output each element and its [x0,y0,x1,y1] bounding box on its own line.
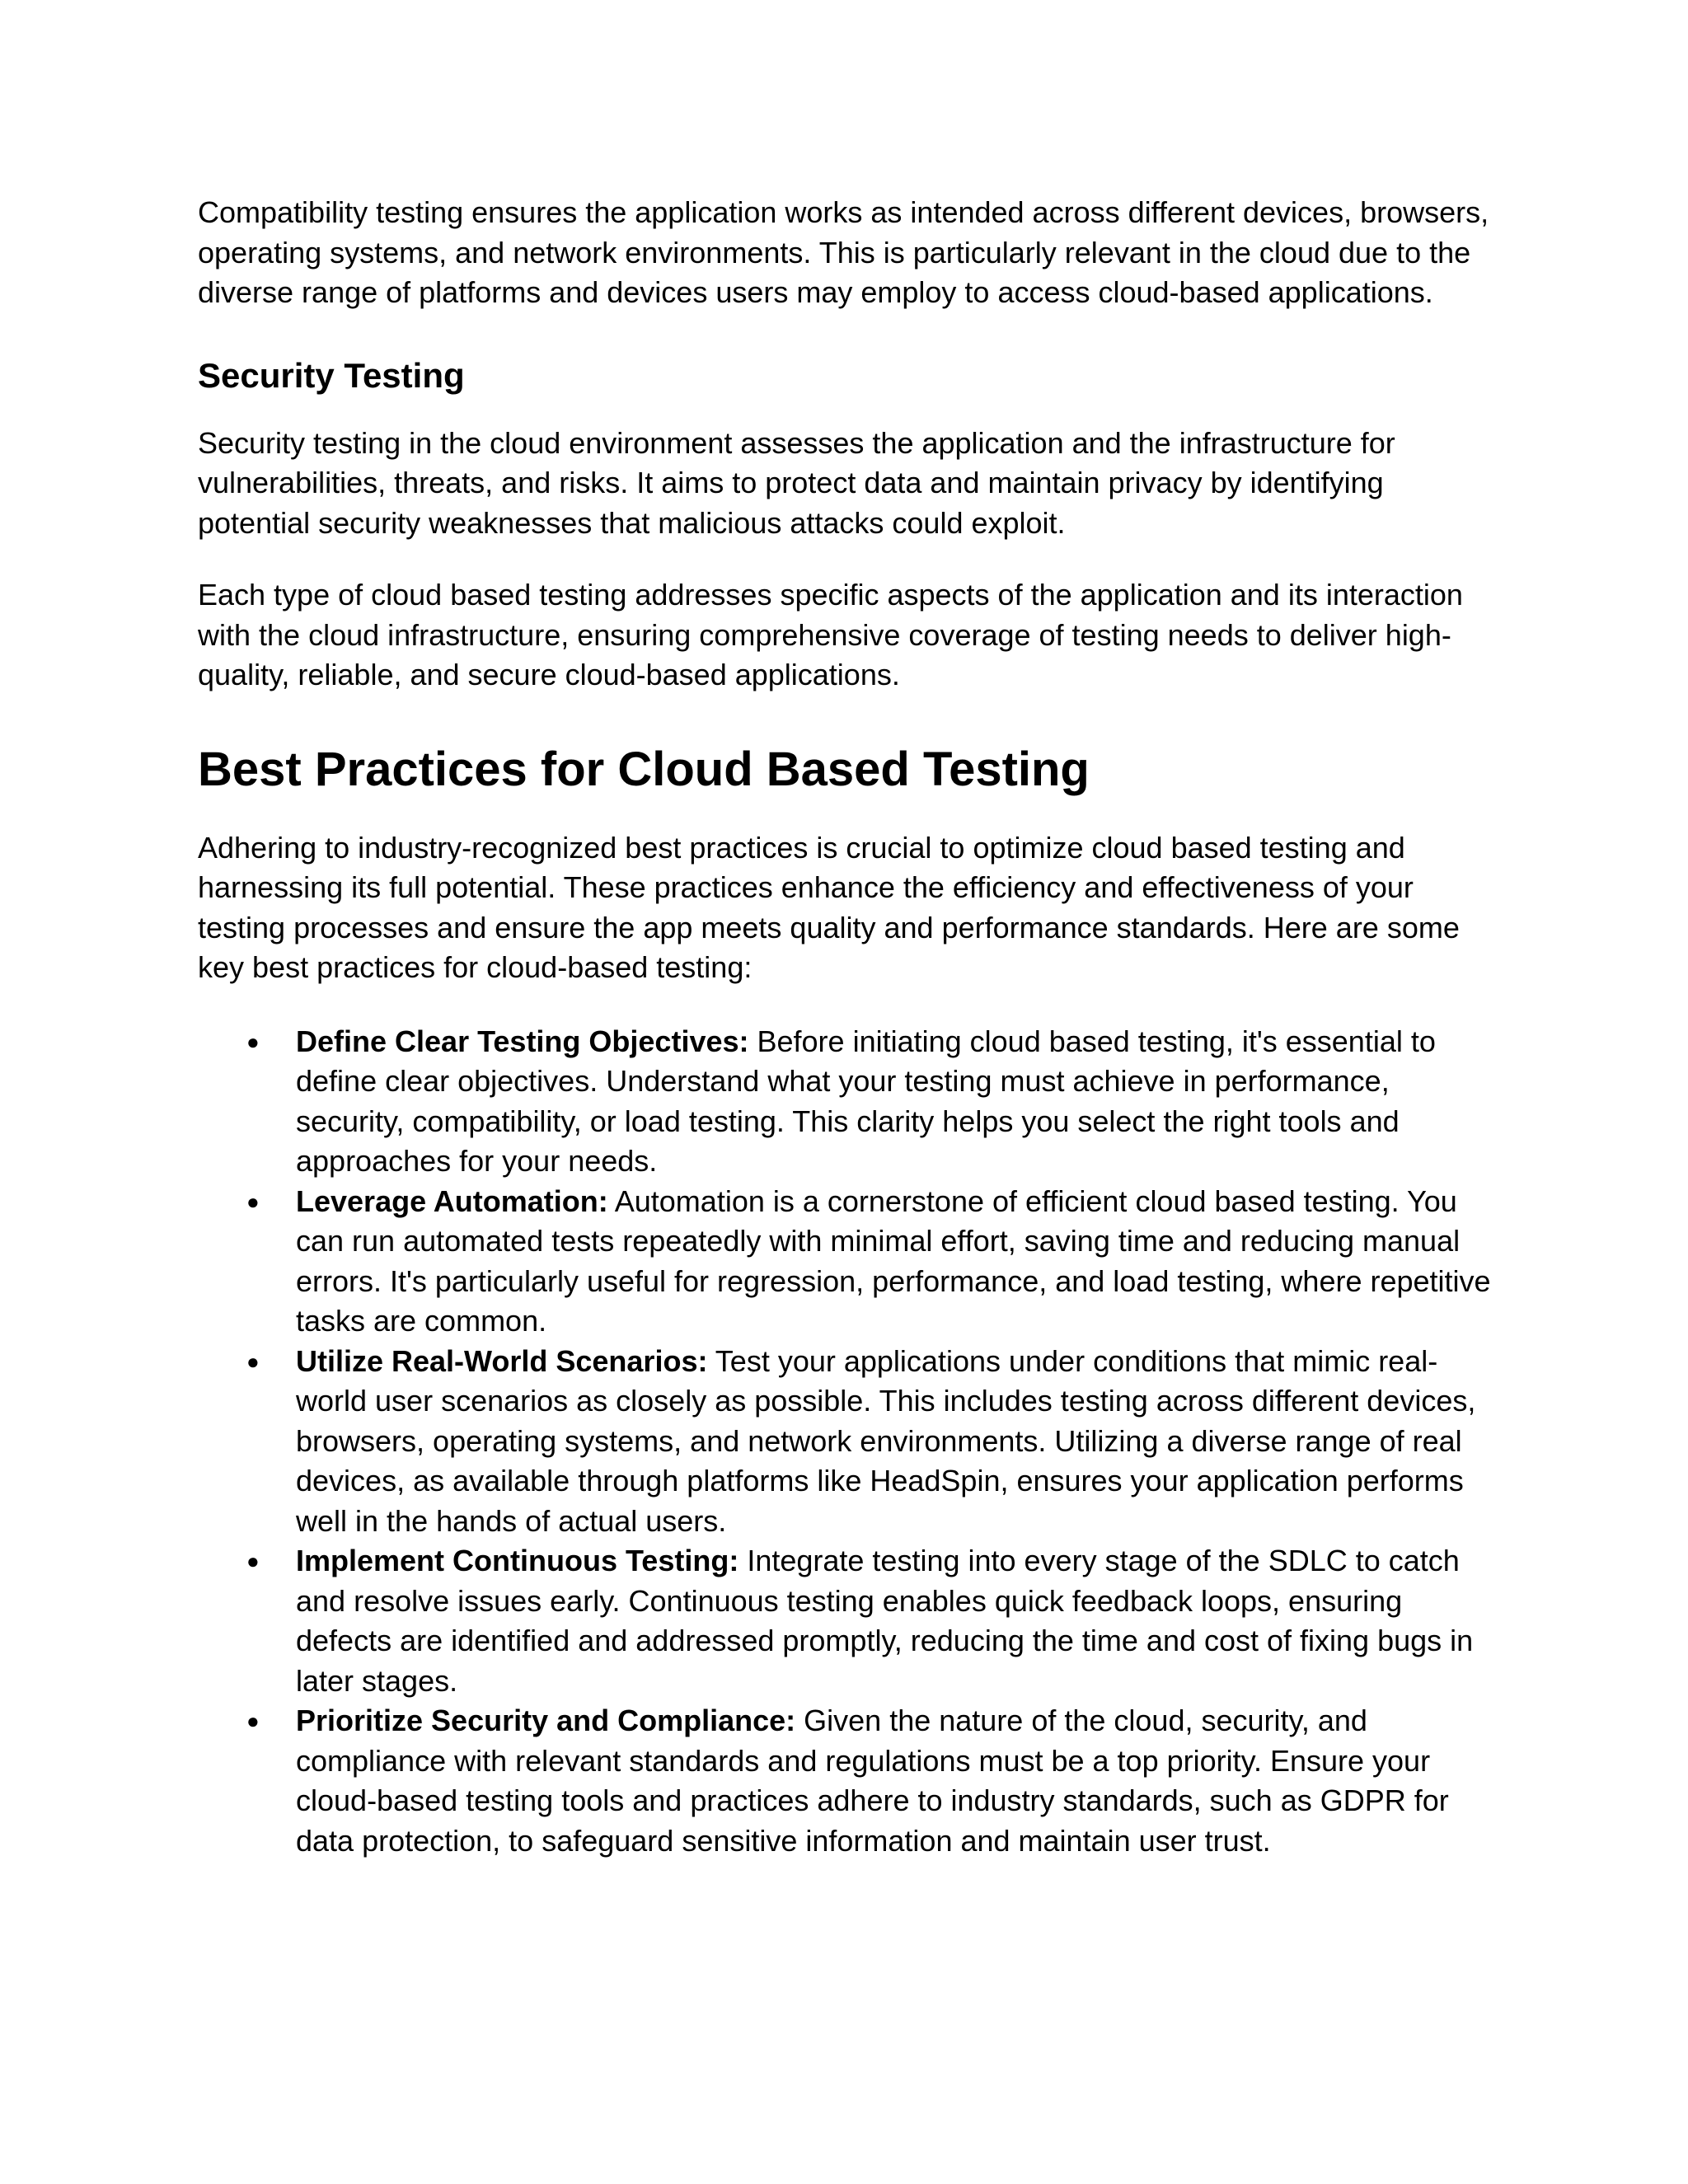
list-item-text: Before initiating cloud based testing, it's essential to define clear objectives. Understand what your testing must achieve in performance, security, compatibility, or load testing. This clarity helps you select the right tools and approaches for your needs. [296,1024,1436,1178]
list-item [198,1182,1500,1342]
best-practices-intro-paragraph: Adhering to industry-recognized best practices is crucial to optimize cloud based testing and harnessing its full potential. These practices enhance the efficiency and effectiveness of your testing processes and ensure the app meets quality and performance standards. Here are some key best practices for cloud-based testing: [198,830,1460,984]
compatibility-paragraph: Compatibility testing ensures the application works as intended across different devices, browsers, operating systems, and network environments. This is particularly relevant in the cloud due to the diverse range of platforms and devices users may employ to access cloud-based applications. [198,195,1489,309]
best-practices-heading: Best Practices for Cloud Based Testing [198,742,1090,796]
bullet-icon: ● [246,1549,260,1573]
list-item [198,1022,1500,1182]
document-page [198,193,1500,1861]
bullet-icon: ● [246,1029,260,1054]
list-item-title: Utilize Real-World Scenarios: [296,1343,708,1378]
security-testing-heading: Security Testing [198,355,465,395]
list-item [198,1541,1500,1701]
list-item-title: Prioritize Security and Compliance: [296,1704,796,1737]
best-practices-list [198,1022,1500,1862]
list-item [198,1342,1500,1542]
list-item-text: Integrate testing into every stage of the SDLC to catch and resolve issues early. Continuous testing enables quick feedback loops, ensuring defects are identified and addressed promptly, reducing the time and cost of fixing bugs in later stages. [296,1544,1474,1698]
list-item-title: Leverage Automation: [296,1183,608,1218]
list-item-title: Implement Continuous Testing: [296,1544,739,1577]
bullet-icon: ● [246,1708,260,1733]
list-item-text: Given the nature of the cloud, security, and compliance with relevant standards and regulations must be a top priority. Ensure your cloud-based testing tools and practices adhere to industry standards, such as GDPR for data protection, to safeguard sensitive information and maintain user trust. [296,1704,1449,1858]
bullet-icon: ● [246,1188,260,1214]
list-item-text: Test your applications under conditions that mimic real-world user scenarios as closely as possible. This includes testing across different devices, browsers, operating systems, and network environments. Utilizing a diverse range of real devices, as available through platforms like HeadSpin, ensures your application performs well in the hands of actual users. [296,1343,1476,1538]
bullet-icon: ● [246,1348,260,1374]
testing-types-summary-paragraph: Each type of cloud based testing addresses specific aspects of the application and its interaction with the cloud infrastructure, ensuring comprehensive coverage of testing needs to deliver high-quality, reliable, and secure cloud-based applications. [198,578,1463,691]
list-item [198,1701,1500,1861]
security-testing-paragraph: Security testing in the cloud environment assesses the application and the infrastructure for vulnerabilities, threats, and risks. It aims to protect data and maintain privacy by identifying potential security weaknesses that malicious attacks could exploit. [198,425,1395,540]
list-item-title: Define Clear Testing Objectives: [296,1024,749,1058]
list-item-text: Automation is a cornerstone of efficient cloud based testing. You can run automated tests repeatedly with minimal effort, saving time and reducing manual errors. It's particularly useful for regression, performance, and load testing, where repetitive tasks are common. [296,1183,1491,1338]
